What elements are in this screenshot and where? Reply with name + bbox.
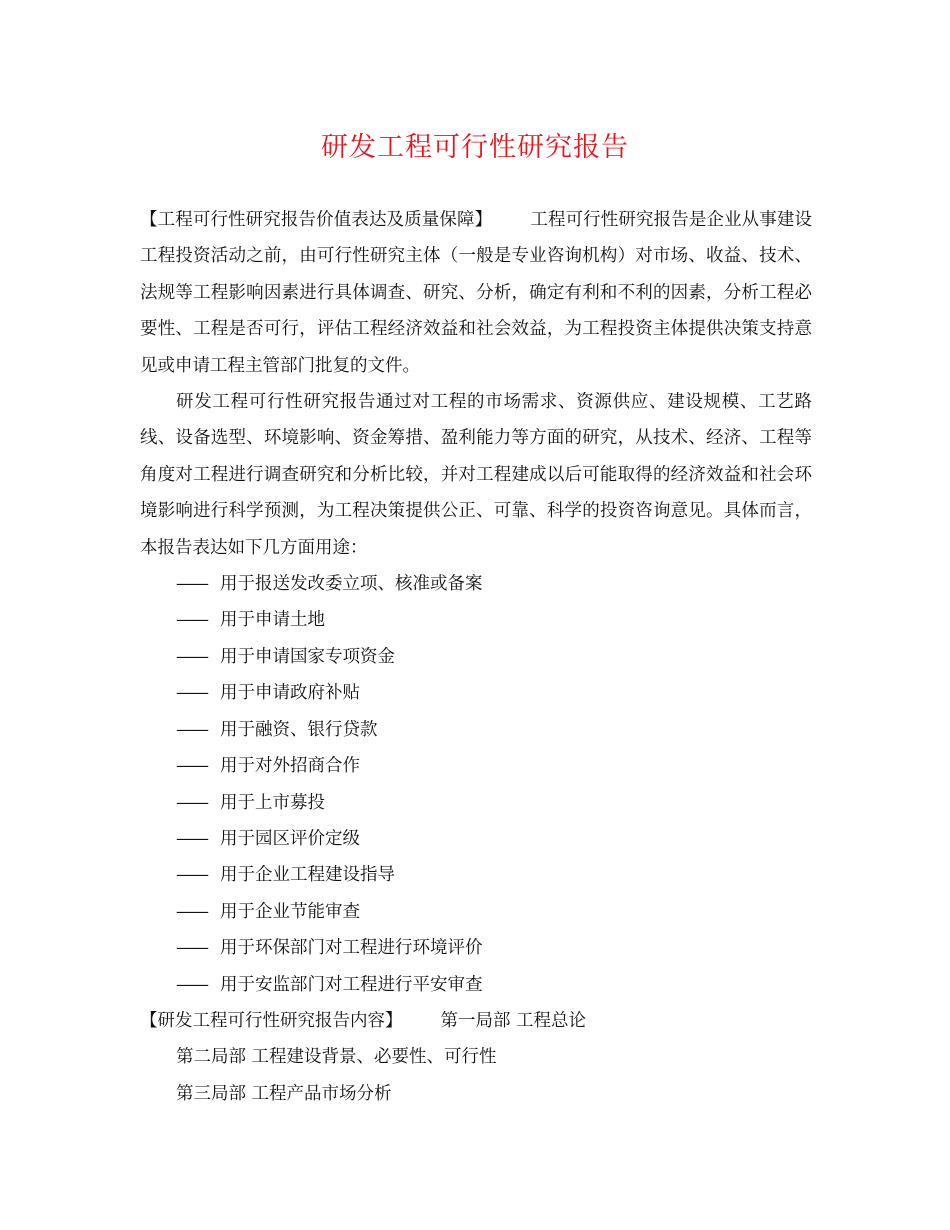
list-item	[140, 785, 812, 821]
list-item-text: 用于园区评价定级	[220, 828, 360, 849]
list-item-text: 用于环保部门对工程进行环境评价	[220, 938, 483, 959]
dash-mark: ——	[176, 756, 207, 777]
contents-heading-line	[140, 1003, 812, 1039]
dash-mark: ——	[176, 574, 207, 595]
intro-paragraph	[140, 202, 812, 384]
list-item-text: 用于安监部门对工程进行平安审查	[220, 974, 483, 995]
contents-part: 第二局部 工程建设背景、必要性、可行性	[176, 1047, 497, 1068]
dash-mark: ——	[176, 610, 207, 631]
list-item-text: 用于企业节能审查	[220, 901, 360, 922]
purpose-paragraph: 研发工程可行性研究报告通过对工程的市场需求、资源供应、建设规模、工艺路线、设备选型、环境影响、资金筹措、盈利能力等方面的研究，从技术、经济、工程等角度对工程进行调查研究和分析比较，并对工程建成以后可能取得的经济效益和社会环境影响进行科学预测，为工程决策提供公正、可靠、科学的投资咨询意见。具体而言，本报告表达如下几方面用途：	[140, 392, 812, 558]
dash-mark: ——	[176, 865, 207, 886]
dash-mark: ——	[176, 683, 207, 704]
list-item-text: 用于申请土地	[220, 610, 325, 631]
list-item	[140, 566, 812, 602]
dash-mark: ——	[176, 938, 207, 959]
list-item	[140, 967, 812, 1003]
list-item-text: 用于融资、银行贷款	[220, 719, 378, 740]
list-item	[140, 675, 812, 711]
list-item	[140, 821, 812, 857]
dash-mark: ——	[176, 719, 207, 740]
intro-text: 工程可行性研究报告是企业从事建设工程投资活动之前，由可行性研究主体（一般是专业咨询机构）对市场、收益、技术、法规等工程影响因素进行具体调查、研究、分析，确定有利和不利的因素，分析工程必要性、工程是否可行，评估工程经济效益和社会效益，为工程投资主体提供决策支持意见或申请工程主管部门批复的文件。	[140, 210, 813, 376]
list-item-text: 用于上市募投	[220, 792, 325, 813]
contents-heading: 【研发工程可行性研究报告内容】	[140, 1010, 403, 1031]
contents-first-part: 第一局部 工程总论	[440, 1010, 587, 1031]
list-item-text: 用于申请政府补贴	[220, 683, 360, 704]
list-item	[140, 930, 812, 966]
intro-heading: 【工程可行性研究报告价值表达及质量保障】	[140, 210, 493, 230]
list-item	[140, 894, 812, 930]
dash-mark: ——	[176, 828, 207, 849]
contents-part: 第三局部 工程产品市场分析	[176, 1083, 392, 1104]
list-item	[140, 857, 812, 893]
list-item-text: 用于申请国家专项资金	[220, 646, 395, 667]
list-item	[140, 602, 812, 638]
list-item-text: 用于对外招商合作	[220, 756, 360, 777]
document-body	[140, 202, 812, 1112]
dash-mark: ——	[176, 792, 207, 813]
list-item	[140, 712, 812, 748]
dash-mark: ——	[176, 646, 207, 667]
dash-mark: ——	[176, 901, 207, 922]
list-item	[140, 748, 812, 784]
document-title: 研发工程可行性研究报告	[321, 132, 629, 163]
uses-list	[140, 566, 812, 1003]
list-item-text: 用于报送发改委立项、核准或备案	[220, 574, 483, 595]
list-item-text: 用于企业工程建设指导	[220, 865, 395, 886]
dash-mark: ——	[176, 974, 207, 995]
list-item	[140, 639, 812, 675]
